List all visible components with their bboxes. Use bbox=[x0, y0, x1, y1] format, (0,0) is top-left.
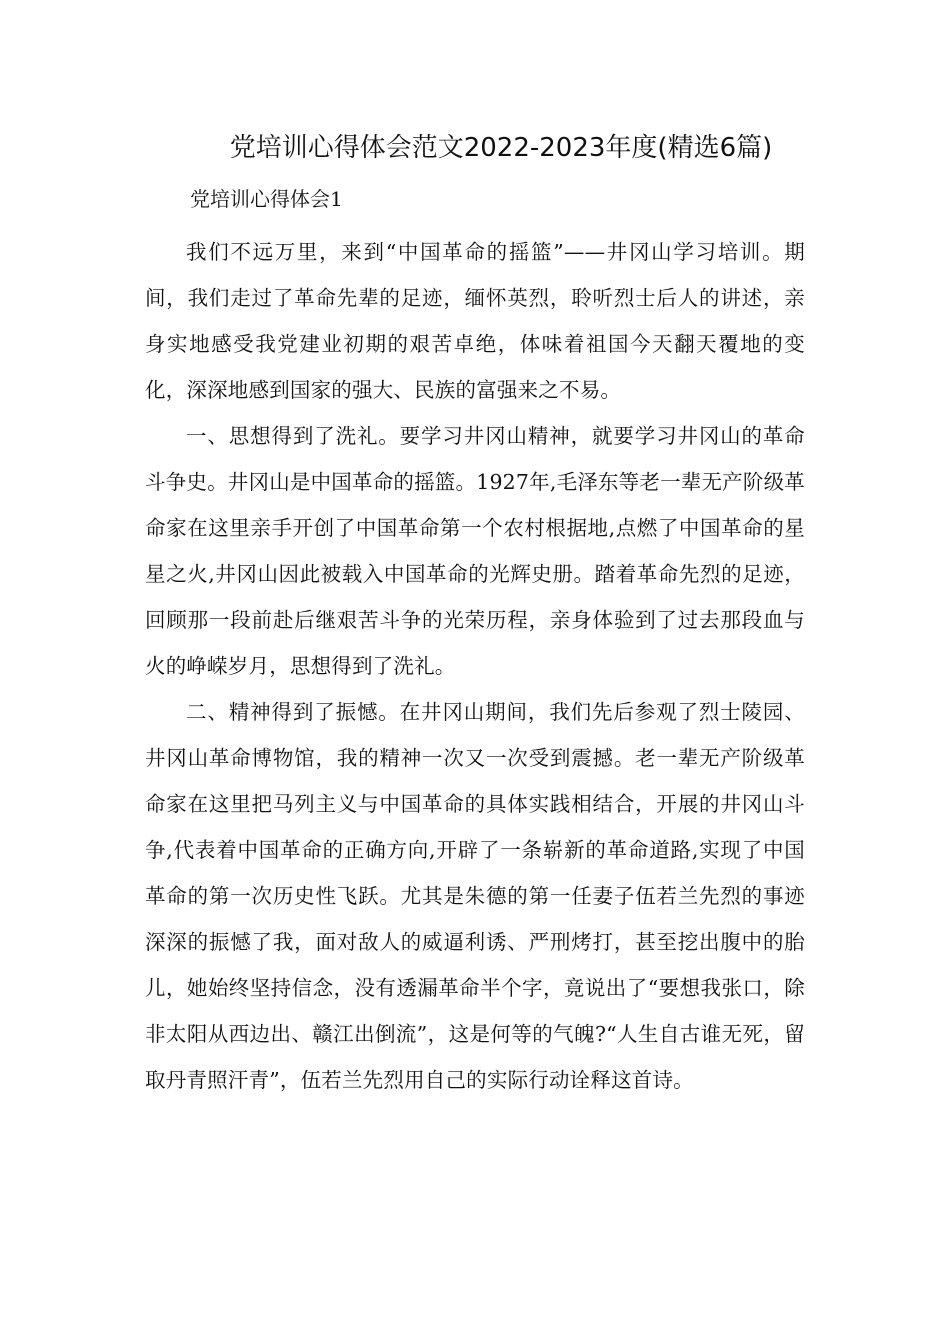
paragraph-spirit: 二、精神得到了振憾。在井冈山期间，我们先后参观了烈士陵园、井冈山革命博物馆，我的精神一次又一次受到震撼。老一辈无产阶级革命家在这里把马列主义与中国革命的具体实践相结合，开展的井冈山斗争,代表着中国革命的正确方向,开辟了一条崭新的革命道路,实现了中国革命的第一次历史性飞跃。尤其是朱德的第一任妻子伍若兰先烈的事迹深深的振憾了我，面对敌人的威逼利诱、严刑烤打，甚至挖出腹中的胎儿，她始终坚持信念，没有透漏革命半个字，竟说出了“要想我张口，除非太阳从西边出、赣江出倒流”，这是何等的气魄?“人生自古谁无死，留取丹青照汗青”，伍若兰先烈用自己的实际行动诠释这首诗。 bbox=[145, 700, 805, 1092]
paragraph-thought: 一、思想得到了洗礼。要学习井冈山精神，就要学习井冈山的革命斗争史。井冈山是中国革命的摇篮。1927年,毛泽东等老一辈无产阶级革命家在这里亲手开创了中国革命第一个农村根据地,点燃了中国革命的星星之火,井冈山因此被载入中国革命的光辉史册。踏着革命先烈的足迹，回顾那一段前赴后继艰苦斗争的光荣历程，亲身体验到了过去那段血与火的峥嵘岁月，思想得到了洗礼。 bbox=[145, 424, 805, 678]
paragraph-intro: 我们不远万里，来到“中国革命的摇篮”——井冈山学习培训。期间，我们走过了革命先辈的足迹，缅怀英烈，聆听烈士后人的讲述，亲身实地感受我党建业初期的艰苦卓绝，体味着祖国今天翻天覆地的变化，深深地感到国家的强大、民族的富强来之不易。 bbox=[145, 240, 805, 402]
document-title: 党培训心得体会范文2022-2023年度(精选6篇) bbox=[229, 133, 773, 163]
section-heading: 党培训心得体会1 bbox=[190, 187, 343, 211]
document-body bbox=[145, 229, 805, 1103]
